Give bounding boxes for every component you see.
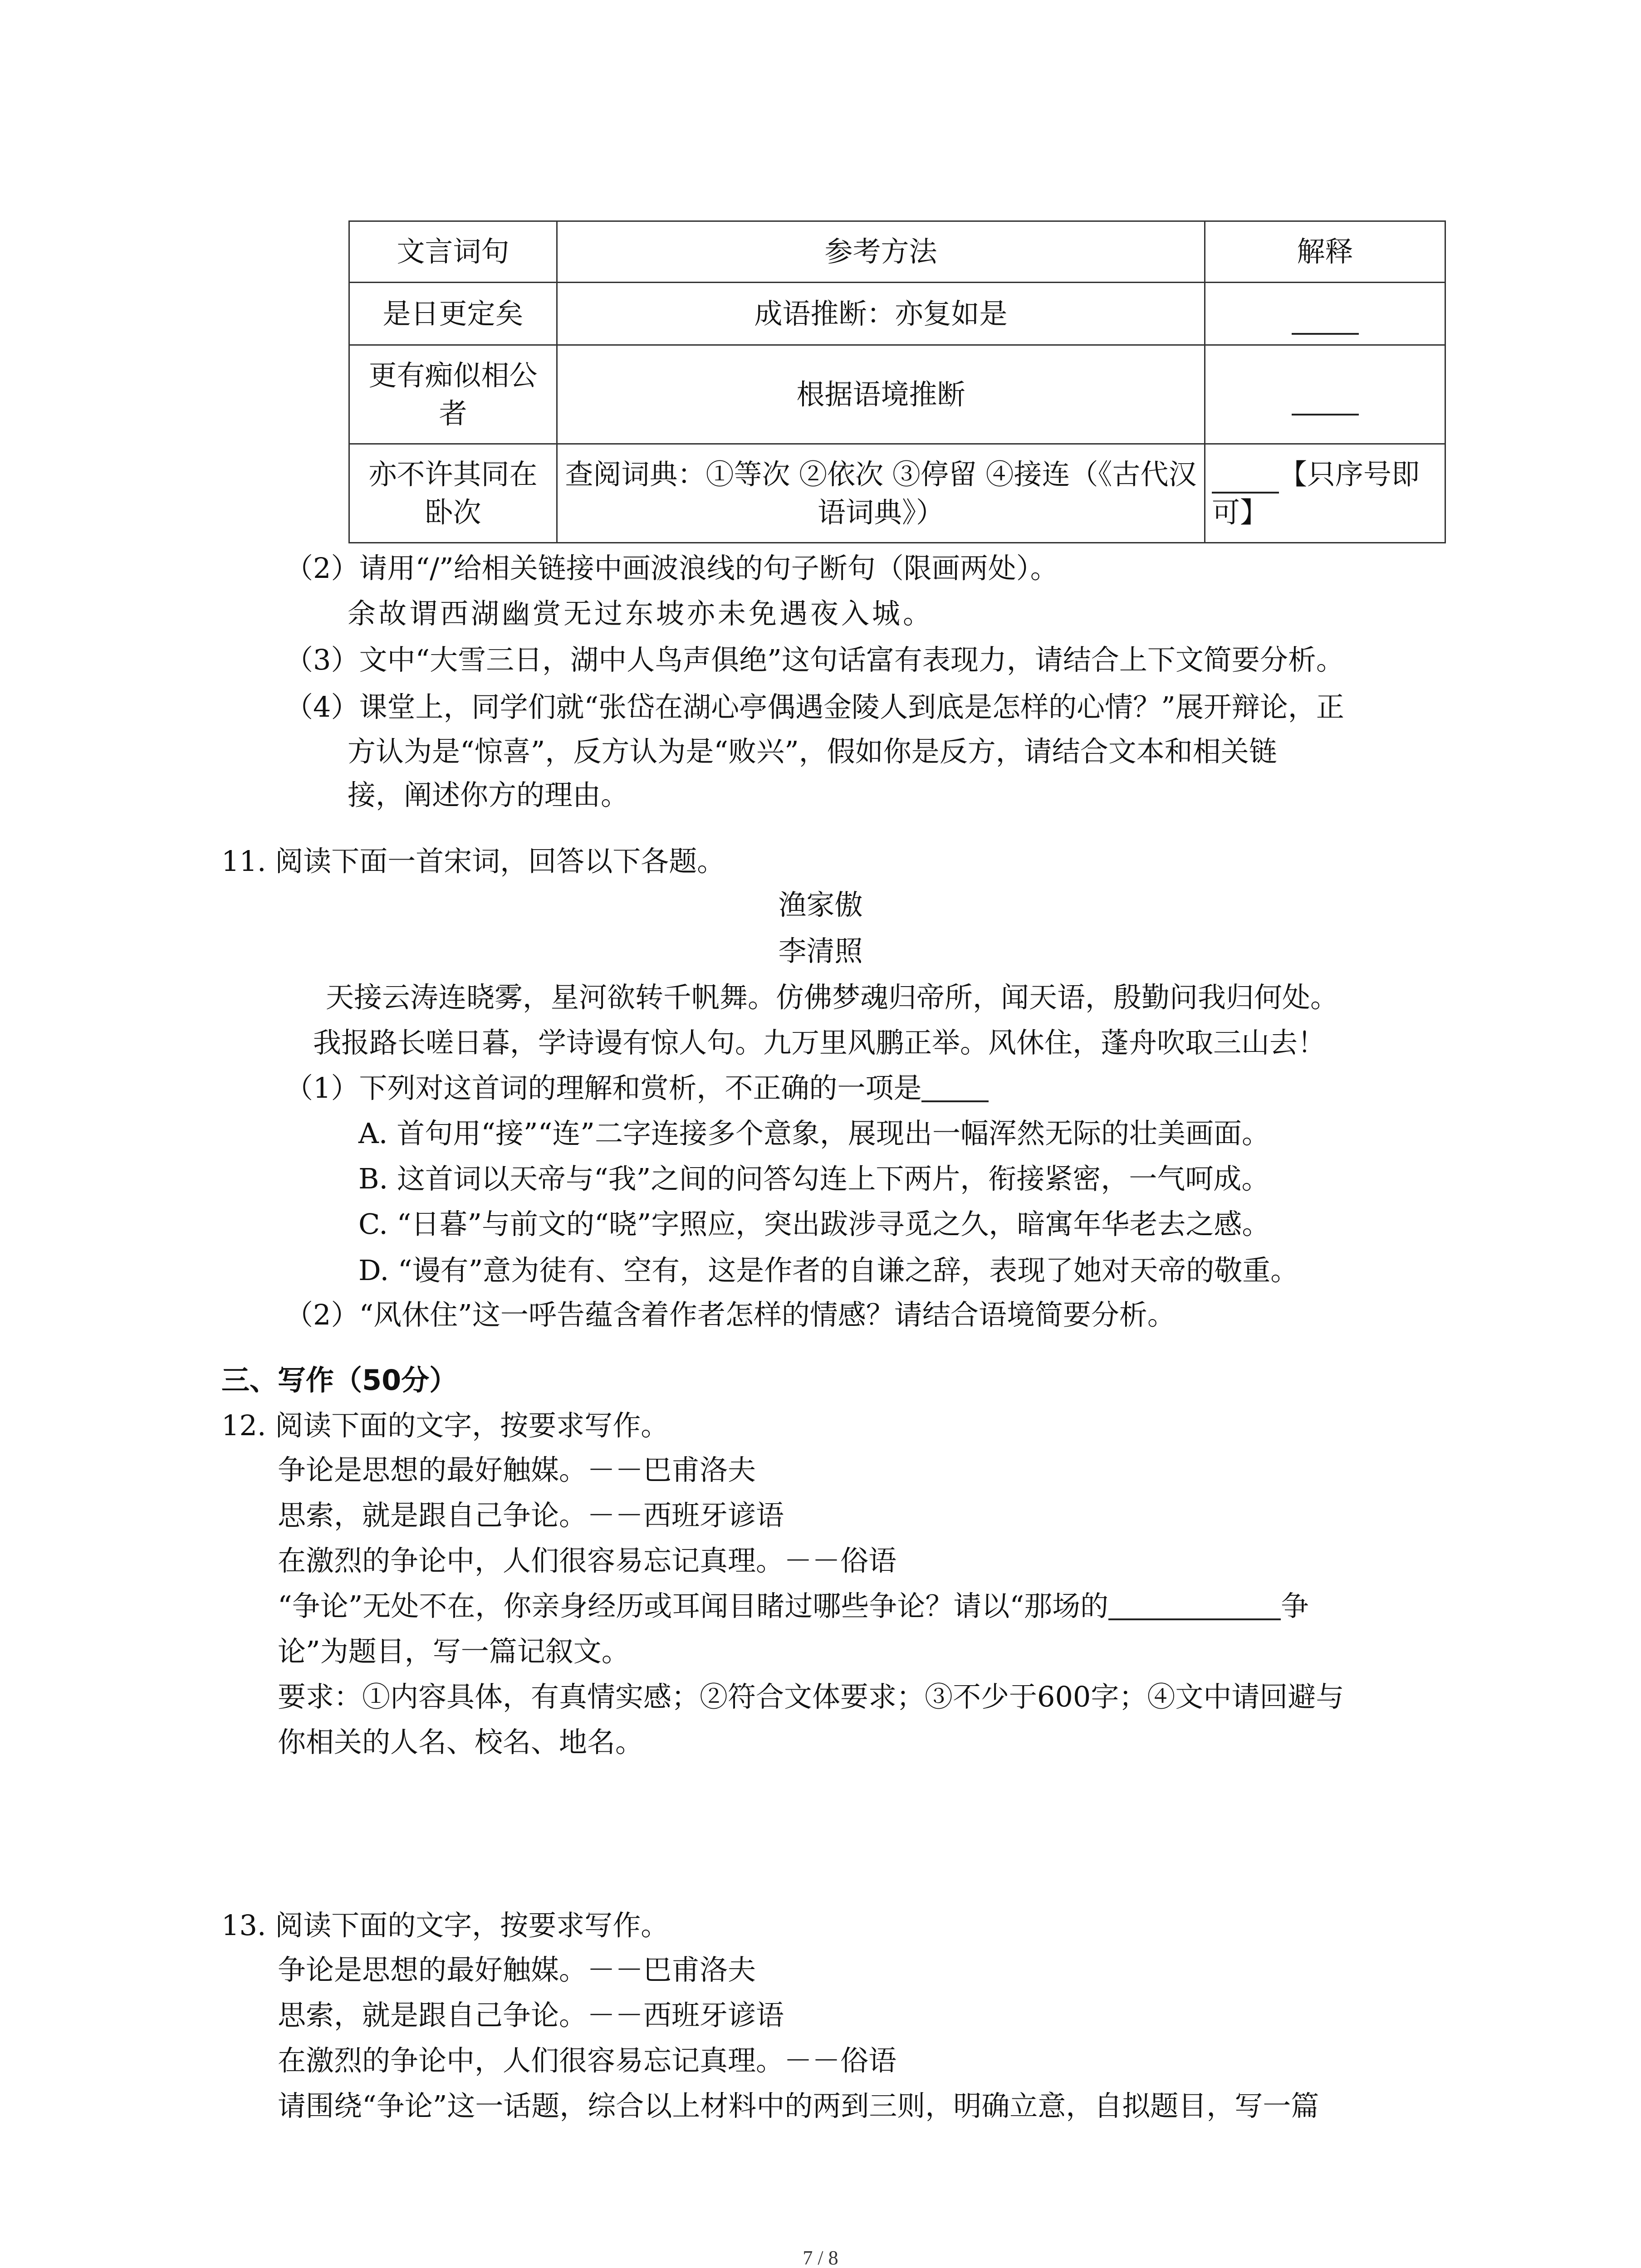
- table-cell-method: 成语推断：亦复如是: [557, 283, 1205, 345]
- answer-blank: [921, 1074, 989, 1102]
- q12-quote-3: 在激烈的争论中，人们很容易忘记真理。－－俗语: [278, 1544, 897, 1577]
- q10-part4-line1: （4）课堂上，同学们就“张岱在湖心亭偶遇金陵人到底是怎样的心情？”展开辩论，正: [285, 690, 1344, 723]
- q13-quote-3: 在激烈的争论中，人们很容易忘记真理。－－俗语: [278, 2044, 897, 2077]
- poem-title: 渔家傲: [778, 888, 863, 921]
- table-cell-phrase: 更有痴似相公者: [349, 345, 557, 444]
- table-header-cell: 参考方法: [557, 221, 1205, 283]
- q12-prompt-b: 争: [1281, 1589, 1309, 1623]
- q13-prompt-line1: 请围绕“争论”这一话题，综合以上材料中的两到三则，明确立意，自拟题目，写一篇: [278, 2089, 1319, 2122]
- table-row: [349, 345, 1445, 444]
- table-header-cell: 文言词句: [349, 221, 557, 283]
- q10-part2-sentence: 余故谓西湖幽赏无过东坡亦未免遇夜入城。: [348, 597, 934, 630]
- table-cell-answer: [1205, 345, 1445, 444]
- answer-blank: [1292, 387, 1359, 415]
- page-number: 7 / 8: [803, 2247, 838, 2268]
- poem-author: 李清照: [778, 934, 863, 968]
- q12-requirements-line2: 你相关的人名、校名、地名。: [278, 1725, 644, 1759]
- q10-part2: （2）请用“/”给相关链接中画波浪线的句子断句（限画两处）。: [285, 552, 1058, 585]
- q12-requirements-line1: 要求：①内容具体，有真情实感；②符合文体要求；③不少于600字；④文中请回避与: [278, 1680, 1344, 1713]
- table-cell-method: 查阅词典：①等次 ②依次 ③停留 ④接连（《古代汉语词典》）: [557, 444, 1205, 543]
- table-row: [349, 283, 1445, 345]
- q11-intro: 11. 阅读下面一首宋词，回答以下各题。: [221, 845, 725, 878]
- answer-blank: [1212, 465, 1279, 494]
- answer-note: 【只序号即可】: [1212, 457, 1420, 529]
- section-heading: 三、写作（50分）: [221, 1364, 458, 1397]
- table-cell-answer: [1205, 444, 1445, 543]
- q13-intro: 13. 阅读下面的文字，按要求写作。: [221, 1909, 669, 1942]
- q13-quote-2: 思索，就是跟自己争论。－－西班牙谚语: [278, 1999, 784, 2032]
- poem-line-1: 天接云涛连晓雾，星河欲转千帆舞。仿佛梦魂归帝所，闻天语，殷勤问我归何处。: [326, 981, 1339, 1014]
- poem-line-2: 我报路长嗟日暮，学诗谩有惊人句。九万里风鹏正举。风休住，蓬舟吹取三山去！: [313, 1026, 1326, 1059]
- q13-quote-1: 争论是思想的最好触媒。－－巴甫洛夫: [278, 1953, 756, 1986]
- answer-blank: [1292, 307, 1359, 335]
- q11-part1-text: （1）下列对这首词的理解和赏析，不正确的一项是: [285, 1071, 922, 1105]
- q10-part4-line3: 接，阐述你方的理由。: [348, 778, 629, 811]
- vocab-table: [348, 220, 1446, 543]
- q10-part3: （3）文中“大雪三日，湖中人鸟声俱绝”这句话富有表现力，请结合上下文简要分析。: [285, 643, 1344, 676]
- q11-part1: [285, 1071, 989, 1105]
- q12-prompt-a: “争论”无处不在，你亲身经历或耳闻目睹过哪些争论？请以“那场的: [278, 1589, 1109, 1623]
- table-cell-answer: [1205, 283, 1445, 345]
- q12-prompt-line2: 论”为题目，写一篇记叙文。: [278, 1635, 630, 1668]
- table-row: [349, 444, 1445, 543]
- q12-intro: 12. 阅读下面的文字，按要求写作。: [221, 1409, 669, 1442]
- option-a: A. 首句用“接”“连”二字连接多个意象，展现出一幅浑然无际的壮美画面。: [358, 1117, 1270, 1150]
- title-blank: [1108, 1592, 1281, 1620]
- q12-quote-1: 争论是思想的最好触媒。－－巴甫洛夫: [278, 1453, 756, 1486]
- option-d: D. “谩有”意为徒有、空有，这是作者的自谦之辞，表现了她对天帝的敬重。: [358, 1254, 1299, 1287]
- q12-prompt-line1: [278, 1589, 1309, 1623]
- option-b: B. 这首词以天帝与“我”之间的问答勾连上下两片，衔接紧密，一气呵成。: [358, 1162, 1270, 1195]
- table-header-cell: 解释: [1205, 221, 1445, 283]
- q12-quote-2: 思索，就是跟自己争论。－－西班牙谚语: [278, 1499, 784, 1532]
- q10-part4-line2: 方认为是“惊喜”，反方认为是“败兴”，假如你是反方，请结合文本和相关链: [348, 735, 1277, 768]
- q11-part2: （2）“风休住”这一呼告蕴含着作者怎样的情感？请结合语境简要分析。: [285, 1298, 1176, 1331]
- table-cell-phrase: 是日更定矣: [349, 283, 557, 345]
- option-c: C. “日暮”与前文的“晓”字照应，突出跋涉寻觅之久，暗寓年华老去之感。: [358, 1207, 1270, 1241]
- table-cell-method: 根据语境推断: [557, 345, 1205, 444]
- table-header-row: [349, 221, 1445, 283]
- table-cell-phrase: 亦不许其同在卧次: [349, 444, 557, 543]
